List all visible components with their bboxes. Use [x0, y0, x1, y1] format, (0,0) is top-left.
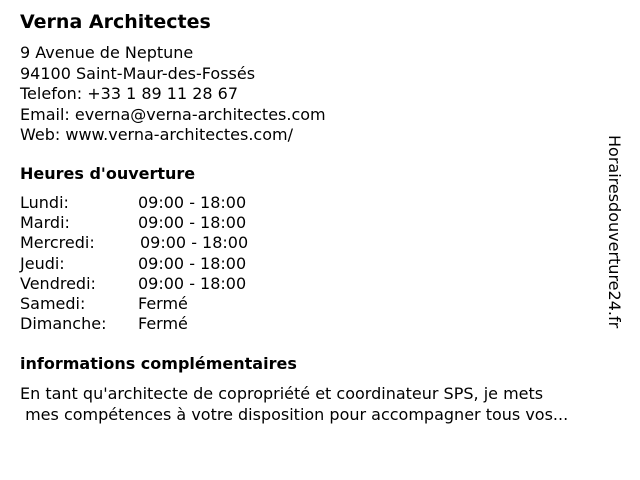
- hours-row-monday: [20, 193, 320, 213]
- hours-row-sunday: [20, 314, 320, 334]
- address-street: 9 Avenue de Neptune: [20, 43, 194, 62]
- hours-time: 09:00 - 18:00: [138, 253, 247, 273]
- business-name: Verna Architectes: [20, 11, 211, 33]
- hours-day: Mardi:: [20, 213, 70, 233]
- hours-row-friday: [20, 274, 320, 294]
- contact-block: [20, 43, 326, 146]
- phone-number: Telefon: +33 1 89 11 28 67: [20, 84, 239, 103]
- hours-row-tuesday: [20, 213, 320, 233]
- info-heading: informations complémentaires: [20, 354, 297, 373]
- email-address: Email: everna@verna-architectes.com: [20, 104, 326, 124]
- hours-day: Vendredi:: [20, 273, 96, 293]
- address-city: 94100 Saint-Maur-des-Fossés: [20, 63, 256, 83]
- hours-row-wednesday: [20, 233, 320, 253]
- hours-row-thursday: [20, 254, 320, 274]
- info-line: En tant qu'architecte de copropriété et coordinateur SPS, je mets: [20, 384, 544, 403]
- hours-heading: Heures d'ouverture: [20, 164, 196, 183]
- website: Web: www.verna-architectes.com/: [20, 125, 293, 144]
- hours-day: Dimanche:: [20, 314, 107, 334]
- hours-time: 09:00 - 18:00: [138, 213, 247, 233]
- opening-hours-table: [20, 193, 320, 334]
- hours-time: Fermé: [138, 293, 188, 313]
- hours-time: 09:00 - 18:00: [138, 273, 247, 293]
- site-watermark: Horairesdouverture24.fr: [605, 135, 624, 329]
- hours-time: Fermé: [138, 314, 188, 334]
- hours-time: 09:00 - 18:00: [138, 193, 247, 212]
- info-description: [20, 383, 568, 425]
- hours-day: Jeudi:: [20, 253, 65, 273]
- info-line: mes compétences à votre disposition pour accompagner tous vos...: [20, 405, 569, 424]
- hours-day: Samedi:: [20, 293, 86, 313]
- hours-time: 09:00 - 18:00: [140, 233, 249, 253]
- hours-day: Lundi:: [20, 193, 69, 212]
- hours-day: Mercredi:: [20, 233, 95, 253]
- hours-row-saturday: [20, 294, 320, 314]
